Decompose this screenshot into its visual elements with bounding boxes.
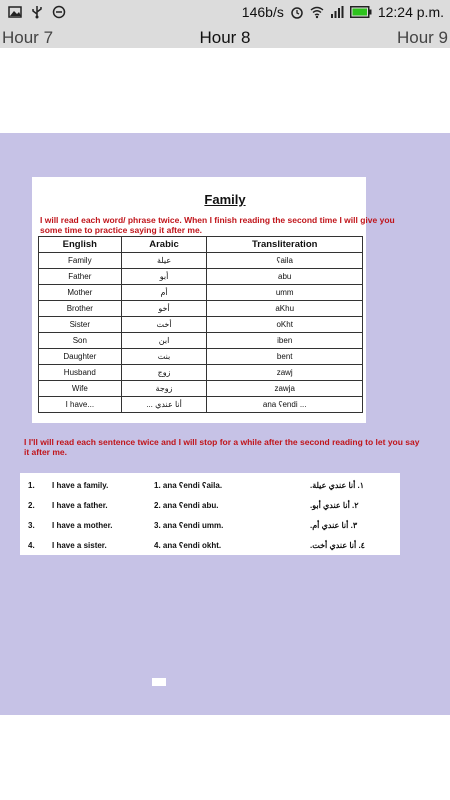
table-row [39, 301, 363, 317]
cell-transliteration: bent [207, 349, 363, 365]
sentence-transliteration: 2. ana ʕendi abu. [154, 501, 219, 510]
sentence-arabic: ١. أنا عندي عيلة. [310, 481, 365, 490]
cell-english: Son [39, 333, 122, 349]
cell-arabic: أنا عندي ... [121, 397, 207, 413]
cell-arabic: أخت [121, 317, 207, 333]
table-row [39, 269, 363, 285]
cell-english: Father [39, 269, 122, 285]
cell-transliteration: oKht [207, 317, 363, 333]
cell-arabic: ابن [121, 333, 207, 349]
alarm-icon [290, 5, 304, 19]
tab-next[interactable]: Hour 9 [396, 28, 448, 47]
hour-tabs [0, 26, 450, 48]
sentence-number: 3. [28, 521, 35, 530]
battery-icon [350, 6, 372, 18]
sentence-number: 2. [28, 501, 35, 510]
sentence-english: I have a family. [52, 481, 109, 490]
sentence-arabic: ٤. أنا عندي أخت. [310, 541, 365, 550]
table-row [39, 317, 363, 333]
cell-arabic: زوج [121, 365, 207, 381]
cell-arabic: عيلة [121, 253, 207, 269]
col-header-arabic: Arabic [121, 237, 207, 253]
tab-prev[interactable]: Hour 7 [2, 28, 54, 47]
status-left [8, 5, 66, 19]
tab-current[interactable]: Hour 8 [199, 28, 251, 47]
network-speed: 146b/s [241, 4, 284, 20]
table-row [39, 253, 363, 269]
col-header-transliteration: Transliteration [207, 237, 363, 253]
table-row [39, 333, 363, 349]
cell-transliteration: zawj [207, 365, 363, 381]
table-row [39, 365, 363, 381]
cell-english: I have... [39, 397, 122, 413]
table-row [39, 381, 363, 397]
list-item [20, 497, 400, 513]
cell-transliteration: abu [207, 269, 363, 285]
cell-english: Sister [39, 317, 122, 333]
sentence-transliteration: 4. ana ʕendi okht. [154, 541, 222, 550]
usb-icon [30, 5, 44, 19]
list-item [20, 477, 400, 493]
table-row [39, 349, 363, 365]
cell-arabic: أم [121, 285, 207, 301]
sentence-number: 1. [28, 481, 35, 490]
list-item [20, 537, 400, 553]
cell-english: Brother [39, 301, 122, 317]
sentence-english: I have a mother. [52, 521, 113, 530]
vocab-table [38, 236, 363, 413]
list-item [20, 517, 400, 533]
cell-english: Wife [39, 381, 122, 397]
cell-transliteration: zawja [207, 381, 363, 397]
sentence-english: I have a father. [52, 501, 108, 510]
table-row [39, 397, 363, 413]
cell-transliteration: iben [207, 333, 363, 349]
cell-arabic: أخو [121, 301, 207, 317]
cell-english: Daughter [39, 349, 122, 365]
clock: 12:24 p.m. [377, 4, 444, 20]
cell-arabic: بنت [121, 349, 207, 365]
sentence-list [20, 473, 400, 555]
status-bar [0, 0, 450, 26]
table-header-row [39, 237, 363, 253]
cell-english: Family [39, 253, 122, 269]
image-icon [8, 5, 22, 19]
status-right [242, 4, 444, 20]
cell-transliteration: ʕaila [207, 253, 363, 269]
cell-english: Husband [39, 365, 122, 381]
cell-transliteration: aKhu [207, 301, 363, 317]
sentence-english: I have a sister. [52, 541, 107, 550]
document-page [0, 133, 450, 715]
sentence-transliteration: 3. ana ʕendi umm. [154, 521, 224, 530]
table-row [39, 285, 363, 301]
cell-transliteration: umm [207, 285, 363, 301]
scan-artifact [152, 678, 166, 686]
sentence-transliteration: 1. ana ʕendi ʕaila. [154, 481, 223, 490]
cell-arabic: زوجة [121, 381, 207, 397]
wifi-icon [310, 5, 324, 19]
instruction-text: I will read each word/ phrase twice. When I finish reading the second time I will give you some time to practice saying it after me. [40, 215, 395, 235]
sync-icon [52, 5, 66, 19]
signal-icon [330, 5, 344, 19]
sentence-number: 4. [28, 541, 35, 550]
sentence-arabic: ٣. أنا عندي أم. [310, 521, 358, 530]
sentence-arabic: ٢. أنا عندي أبو. [310, 501, 359, 510]
cell-arabic: أبو [121, 269, 207, 285]
cell-english: Mother [39, 285, 122, 301]
cell-transliteration: ana ʕendi ... [207, 397, 363, 413]
instruction-text-2: I I'll will read each sentence twice and I will stop for a while after the second reading to let you say it after me. [24, 437, 420, 457]
page-title: Family [204, 192, 246, 207]
col-header-english: English [39, 237, 122, 253]
